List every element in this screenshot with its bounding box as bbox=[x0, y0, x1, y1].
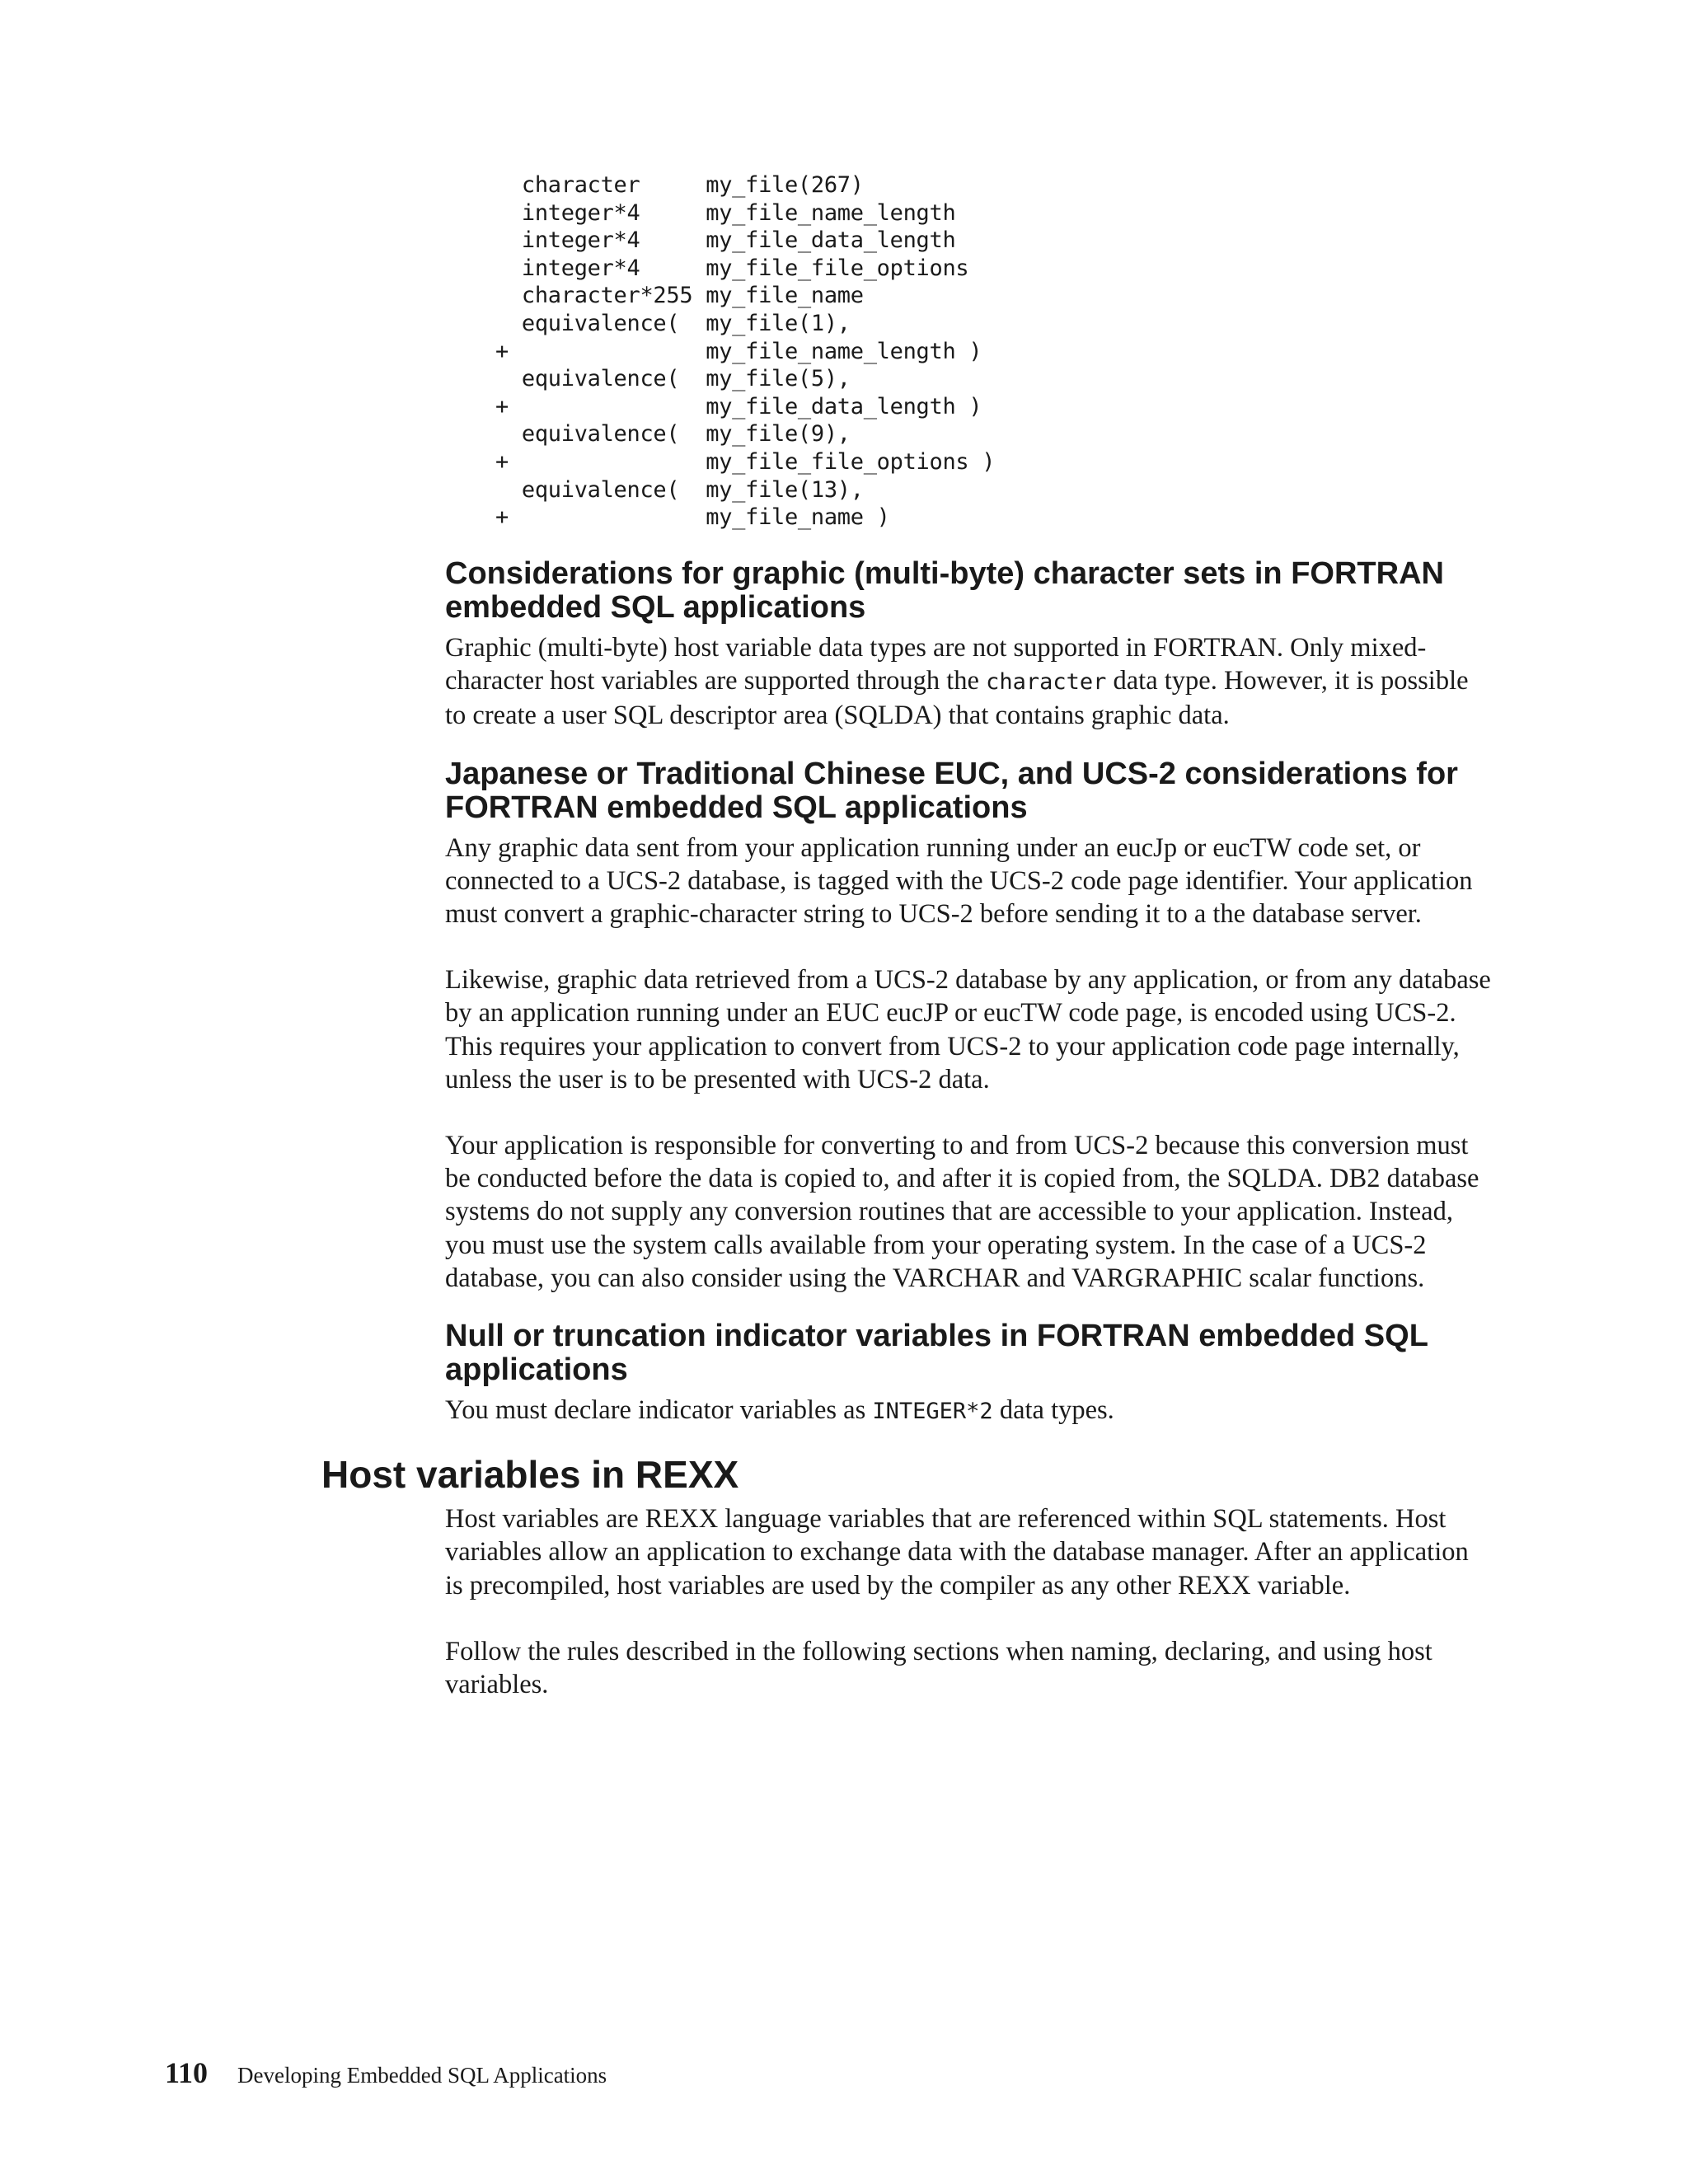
book-title: Developing Embedded SQL Applications bbox=[237, 2063, 607, 2088]
euc-paragraph-2: Likewise, graphic data retrieved from a UCS-2 database by any application, or from any database by an application running under an EUC eucJP or eucTW code page, is encoded using UCS-2. This requires your application to convert from UCS-2 to your application code page internally, unless the user is to be presented with UCS-2 data. bbox=[445, 965, 1491, 1094]
rexx-host-variables-heading: Host variables in REXX bbox=[321, 1453, 739, 1497]
euc-ucs2-heading: Japanese or Traditional Chinese EUC, and UCS-2 considerations for FORTRAN embedded SQL applications bbox=[445, 756, 1458, 825]
rexx-paragraph-1: Host variables are REXX language variables that are referenced within SQL statements. Host variables allow an application to exchange data with the database manager. After an application is precompiled, host variables are used by the compiler as any other REXX variable. bbox=[445, 1504, 1469, 1601]
euc-paragraph-1: Any graphic data sent from your application running under an eucJp or eucTW code set, or connected to a UCS-2 database, is tagged with the UCS-2 code page identifier. Your application must convert a graphic-character string to UCS-2 before sending it to a the database server. bbox=[445, 832, 1473, 930]
graphic-charset-heading: Considerations for graphic (multi-byte) character sets in FORTRAN embedded SQL applications bbox=[445, 556, 1444, 625]
page-content bbox=[321, 556, 1492, 1701]
null-indicator-heading: Null or truncation indicator variables in FORTRAN embedded SQL applications bbox=[445, 1319, 1428, 1388]
page-number: 110 bbox=[165, 2056, 209, 2089]
graphic-charset-paragraph: Graphic (multi-byte) host variable data types are not supported in FORTRAN. Only mixed-character host variables are supported through the character data type. However, it is possible to create a user SQL descriptor area (SQLDA) that contains graphic data. bbox=[445, 633, 1469, 731]
inline-code-integer2: INTEGER*2 bbox=[872, 1399, 993, 1425]
rexx-paragraph-2: Follow the rules described in the following sections when naming, declaring, and using host variables. bbox=[445, 1636, 1432, 1700]
null-indicator-paragraph: You must declare indicator variables as INTEGER*2 data types. bbox=[445, 1395, 1114, 1426]
fortran-code-listing: character my_file(267) integer*4 my_file_name_length integer*4 my_file_data_length integer*4 my_file_file_options character*255 my_file_name equivalence( my_file(1), + my_file_name_length ) equivalence( my_file(5), + my_file_data_length ) equivalence( my_file(9), + my_file_file_options ) equivalence( my_file(13), + my_file_name ) bbox=[495, 172, 996, 531]
page-footer bbox=[165, 2055, 607, 2090]
inline-code-character: character bbox=[986, 669, 1107, 696]
euc-paragraph-3: Your application is responsible for converting to and from UCS-2 because this conversion must be conducted before the data is copied to, and after it is copied from, the SQLDA. DB2 database systems do not supply any conversion routines that are accessible to your application. Instead, you must use the system calls available from your operating system. In the case of a UCS-2 database, you can also consider using the VARCHAR and VARGRAPHIC scalar functions. bbox=[445, 1131, 1479, 1293]
